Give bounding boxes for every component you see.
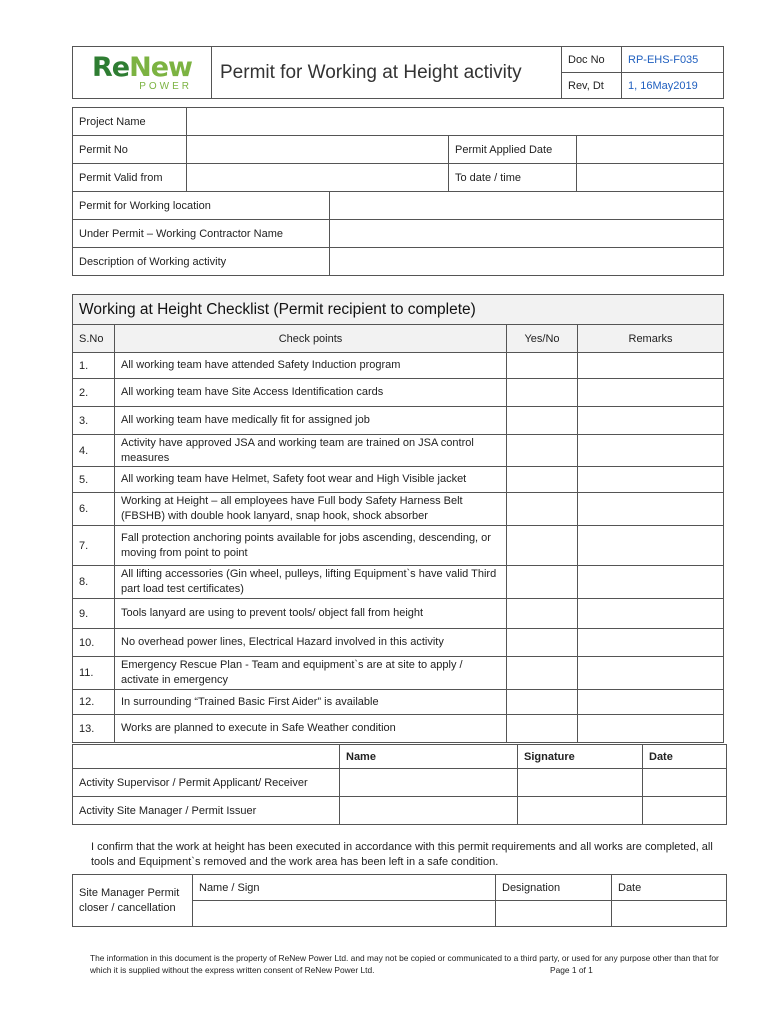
checklist-yes-no-field[interactable]	[507, 379, 578, 407]
checklist-row	[73, 526, 724, 566]
closure-table	[72, 874, 727, 927]
height-checklist-table	[72, 294, 724, 743]
signature-signature-header: Signature	[518, 745, 643, 769]
completion-confirmation-text: I confirm that the work at height has been executed in accordance with this permit requirements and all works are completed, all tools and Equipment`s removed and the work area has been left in a safe condition.	[91, 841, 713, 868]
manager-date-field[interactable]	[643, 797, 727, 825]
manager-signature-field[interactable]	[518, 797, 643, 825]
checklist-remarks-field[interactable]	[578, 407, 724, 435]
checklist-remarks-field[interactable]	[578, 526, 724, 566]
supervisor-name-field[interactable]	[340, 769, 518, 797]
checklist-row-number: 5.	[73, 467, 115, 493]
logo-cell	[73, 47, 212, 99]
document-header	[72, 46, 724, 99]
checklist-yes-no-field[interactable]	[507, 493, 578, 526]
logo-subtext: POWER	[139, 80, 192, 92]
yes-no-header: Yes/No	[507, 325, 578, 353]
logo-text-re: Re	[92, 51, 130, 83]
checklist-remarks-field[interactable]	[578, 690, 724, 715]
document-title: Permit for Working at Height activity	[212, 47, 562, 99]
checklist-row-number: 3.	[73, 407, 115, 435]
checklist-remarks-field[interactable]	[578, 493, 724, 526]
to-date-time-label: To date / time	[449, 164, 577, 192]
checklist-yes-no-field[interactable]	[507, 566, 578, 599]
rev-label: Rev, Dt	[562, 73, 622, 99]
closure-name-sign-field[interactable]	[193, 901, 496, 927]
checklist-remarks-field[interactable]	[578, 629, 724, 657]
contractor-name-label: Under Permit – Working Contractor Name	[73, 220, 330, 248]
closure-date-header: Date	[612, 875, 727, 901]
sno-header: S.No	[73, 325, 115, 353]
checklist-yes-no-field[interactable]	[507, 715, 578, 743]
checklist-yes-no-field[interactable]	[507, 629, 578, 657]
footer	[90, 952, 720, 976]
renew-power-logo	[92, 51, 192, 92]
checklist-yes-no-field[interactable]	[507, 407, 578, 435]
checklist-yes-no-field[interactable]	[507, 467, 578, 493]
checklist-yes-no-field[interactable]	[507, 353, 578, 379]
signature-date-header: Date	[643, 745, 727, 769]
checklist-row-text: In surrounding “Trained Basic First Aider” is available	[115, 690, 507, 715]
checklist-row-number: 10.	[73, 629, 115, 657]
doc-no-label: Doc No	[562, 47, 622, 73]
checklist-row	[73, 407, 724, 435]
page-number: Page 1 of 1	[550, 965, 593, 975]
checklist-row-text: Tools lanyard are using to prevent tools/ object fall from height	[115, 599, 507, 629]
check-points-header: Check points	[115, 325, 507, 353]
checklist-row-number: 12.	[73, 690, 115, 715]
checklist-remarks-field[interactable]	[578, 566, 724, 599]
checklist-remarks-field[interactable]	[578, 467, 724, 493]
logo-text-new: New	[129, 51, 192, 83]
closure-label: Site Manager Permit closer / cancellation	[73, 875, 193, 927]
project-name-field[interactable]	[187, 108, 724, 136]
permit-applied-date-label: Permit Applied Date	[449, 136, 577, 164]
checklist-row-text: All working team have attended Safety Induction program	[115, 353, 507, 379]
checklist-remarks-field[interactable]	[578, 435, 724, 467]
checklist-row-number: 11.	[73, 657, 115, 690]
manager-role-label: Activity Site Manager / Permit Issuer	[73, 797, 340, 825]
checklist-remarks-field[interactable]	[578, 379, 724, 407]
checklist-row	[73, 467, 724, 493]
checklist-row-number: 8.	[73, 566, 115, 599]
checklist-yes-no-field[interactable]	[507, 657, 578, 690]
checklist-row-text: All working team have Site Access Identification cards	[115, 379, 507, 407]
checklist-row	[73, 379, 724, 407]
rev-value: 1, 16May2019	[622, 73, 724, 99]
checklist-row-number: 6.	[73, 493, 115, 526]
checklist-row-text: All working team have medically fit for assigned job	[115, 407, 507, 435]
checklist-row	[73, 657, 724, 690]
checklist-row-text: Activity have approved JSA and working team are trained on JSA control measures	[115, 435, 507, 467]
checklist-row	[73, 629, 724, 657]
checklist-remarks-field[interactable]	[578, 715, 724, 743]
checklist-row-text: Fall protection anchoring points available for jobs ascending, descending, or moving from point to point	[115, 526, 507, 566]
checklist-row-text: Works are planned to execute in Safe Weather condition	[115, 715, 507, 743]
activity-desc-field[interactable]	[330, 248, 724, 276]
checklist-row	[73, 566, 724, 599]
activity-desc-label: Description of Working activity	[73, 248, 330, 276]
checklist-row-number: 13.	[73, 715, 115, 743]
manager-name-field[interactable]	[340, 797, 518, 825]
checklist-row-number: 1.	[73, 353, 115, 379]
checklist-row-text: Emergency Rescue Plan - Team and equipment`s are at site to apply / activate in emergency	[115, 657, 507, 690]
checklist-row	[73, 353, 724, 379]
footer-disclaimer: The information in this document is the property of ReNew Power Ltd. and may not be copied or communicated to a third party, or used for any purpose other than that for which it is supplied without the express written consent of ReNew Power Ltd.	[90, 953, 719, 975]
permit-valid-from-field[interactable]	[187, 164, 449, 192]
closure-designation-field[interactable]	[496, 901, 612, 927]
checklist-remarks-field[interactable]	[578, 657, 724, 690]
signature-blank-header	[73, 745, 340, 769]
permit-valid-from-label: Permit Valid from	[73, 164, 187, 192]
checklist-row-text: All working team have Helmet, Safety foot wear and High Visible jacket	[115, 467, 507, 493]
checklist-row	[73, 715, 724, 743]
signature-table	[72, 744, 727, 825]
checklist-row	[73, 435, 724, 467]
checklist-title: Working at Height Checklist (Permit recipient to complete)	[73, 295, 724, 325]
checklist-yes-no-field[interactable]	[507, 599, 578, 629]
checklist-row-number: 9.	[73, 599, 115, 629]
checklist-row	[73, 690, 724, 715]
permit-location-field[interactable]	[330, 192, 724, 220]
closure-name-sign-header: Name / Sign	[193, 875, 496, 901]
checklist-row-text: No overhead power lines, Electrical Hazard involved in this activity	[115, 629, 507, 657]
contractor-name-field[interactable]	[330, 220, 724, 248]
supervisor-role-label: Activity Supervisor / Permit Applicant/ Receiver	[73, 769, 340, 797]
permit-no-field[interactable]	[187, 136, 449, 164]
checklist-remarks-field[interactable]	[578, 599, 724, 629]
signature-name-header: Name	[340, 745, 518, 769]
permit-no-label: Permit No	[73, 136, 187, 164]
permit-info-table	[72, 107, 724, 276]
checklist-yes-no-field[interactable]	[507, 526, 578, 566]
to-date-time-field[interactable]	[577, 164, 724, 192]
permit-location-label: Permit for Working location	[73, 192, 330, 220]
doc-no-value: RP-EHS-F035	[622, 47, 724, 73]
checklist-row-number: 2.	[73, 379, 115, 407]
checklist-row-number: 4.	[73, 435, 115, 467]
checklist-row	[73, 493, 724, 526]
permit-applied-date-field[interactable]	[577, 136, 724, 164]
checklist-row	[73, 599, 724, 629]
closure-date-field[interactable]	[612, 901, 727, 927]
checklist-row-text: All lifting accessories (Gin wheel, pulleys, lifting Equipment`s have valid Third part load test certificates)	[115, 566, 507, 599]
supervisor-signature-field[interactable]	[518, 769, 643, 797]
supervisor-date-field[interactable]	[643, 769, 727, 797]
checklist-yes-no-field[interactable]	[507, 690, 578, 715]
checklist-yes-no-field[interactable]	[507, 435, 578, 467]
checklist-row-number: 7.	[73, 526, 115, 566]
closure-designation-header: Designation	[496, 875, 612, 901]
project-name-label: Project Name	[73, 108, 187, 136]
remarks-header: Remarks	[578, 325, 724, 353]
checklist-row-text: Working at Height – all employees have Full body Safety Harness Belt (FBSHB) with double hook lanyard, snap hook, shock absorber	[115, 493, 507, 526]
checklist-remarks-field[interactable]	[578, 353, 724, 379]
